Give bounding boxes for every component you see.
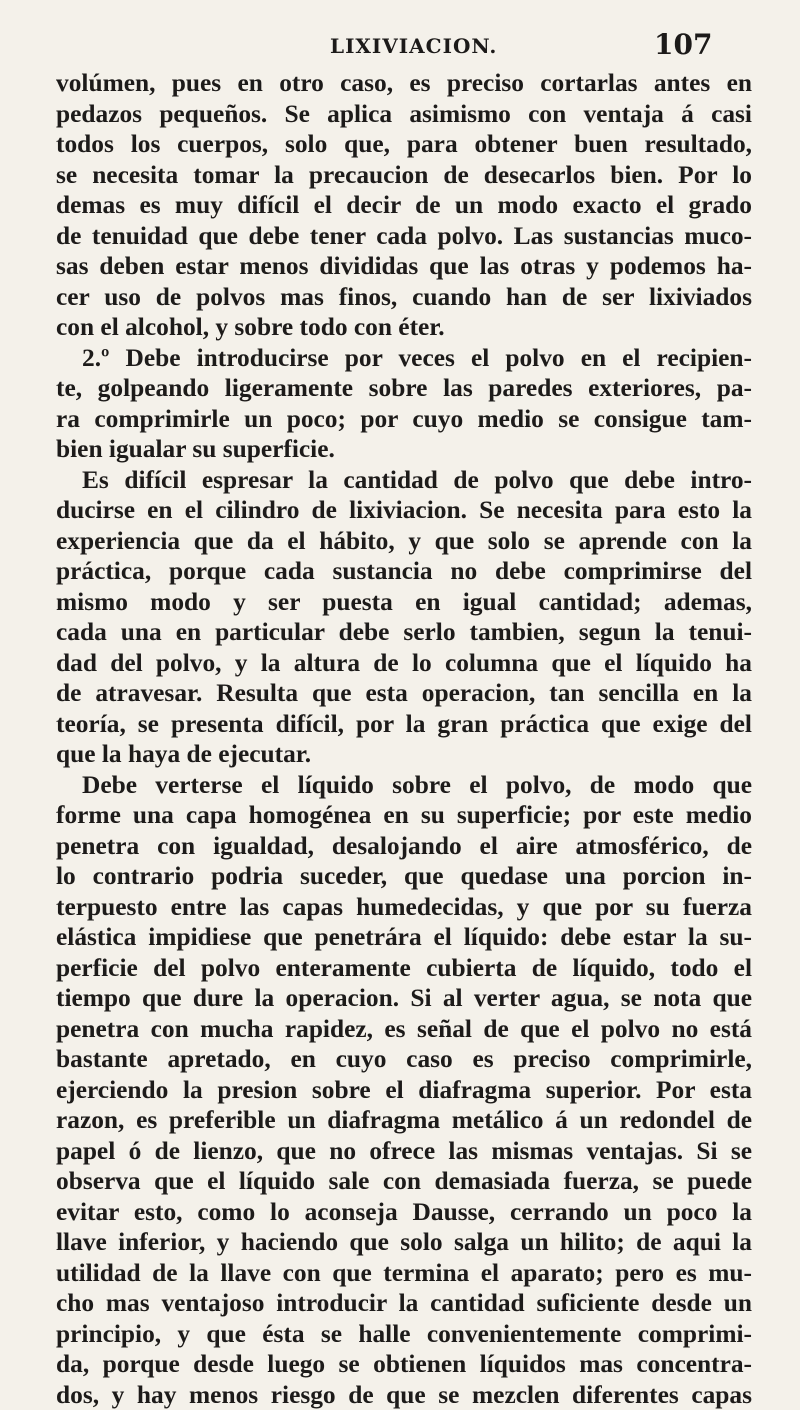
running-head <box>0 28 800 68</box>
body-text <box>56 68 752 1410</box>
text-line: de tenuidad que debe tener cada polvo. Las sustancias muco- <box>56 221 752 252</box>
text-line: ra comprimirle un poco; por cuyo medio se consigue tam- <box>56 404 752 435</box>
text-line: papel ó de lienzo, que no ofrece las mismas ventajas. Si se <box>56 1136 752 1167</box>
text-line: evitar esto, como lo aconseja Dausse, cerrando un poco la <box>56 1197 752 1228</box>
text-line: teoría, se presenta difícil, por la gran práctica que exige del <box>56 709 752 740</box>
paragraph-end-line: con el alcohol, y sobre todo con éter. <box>56 312 752 343</box>
text-line: práctica, porque cada sustancia no debe comprimirse del <box>56 556 752 587</box>
page-number: 107 <box>654 28 712 61</box>
text-line: principio, y que ésta se halle convenientemente comprimi- <box>56 1319 752 1350</box>
text-line: mismo modo y ser puesta en igual cantidad; ademas, <box>56 587 752 618</box>
text-line: experiencia que da el hábito, y que solo se aprende con la <box>56 526 752 557</box>
text-line: perficie del polvo enteramente cubierta de líquido, todo el <box>56 953 752 984</box>
text-line: se necesita tomar la precaucion de desecarlos bien. Por lo <box>56 160 752 191</box>
text-line: forme una capa homogénea en su superficie; por este medio <box>56 800 752 831</box>
text-line: cho mas ventajoso introducir la cantidad suficiente desde un <box>56 1288 752 1319</box>
text-line: dos, y hay menos riesgo de que se mezclen diferentes capas <box>56 1380 752 1410</box>
text-line: razon, es preferible un diafragma metálico á un redondel de <box>56 1105 752 1136</box>
text-line: demas es muy difícil el decir de un modo exacto el grado <box>56 190 752 221</box>
text-line: ducirse en el cilindro de lixiviacion. Se necesita para esto la <box>56 495 752 526</box>
text-line: bastante apretado, en cuyo caso es preciso comprimirle, <box>56 1044 752 1075</box>
text-line: terpuesto entre las capas humedecidas, y que por su fuerza <box>56 892 752 923</box>
text-line: cada una en particular debe serlo tambien, segun la tenui- <box>56 617 752 648</box>
text-line: penetra con mucha rapidez, es señal de que el polvo no está <box>56 1014 752 1045</box>
text-line: volúmen, pues en otro caso, es preciso cortarlas antes en <box>56 68 752 99</box>
text-line: llave inferior, y haciendo que solo salga un hilito; de aqui la <box>56 1227 752 1258</box>
text-line: elástica impidiese que penetrára el líquido: debe estar la su- <box>56 922 752 953</box>
text-line: Debe verterse el líquido sobre el polvo, de modo que <box>56 770 752 801</box>
text-line: sas deben estar menos divididas que las otras y podemos ha- <box>56 251 752 282</box>
running-title: LIXIVIACION. <box>330 34 497 58</box>
text-line: penetra con igualdad, desalojando el aire atmosférico, de <box>56 831 752 862</box>
text-line: observa que el líquido sale con demasiada fuerza, se puede <box>56 1166 752 1197</box>
text-line: dad del polvo, y la altura de lo columna que el líquido ha <box>56 648 752 679</box>
text-line: utilidad de la llave con que termina el aparato; pero es mu- <box>56 1258 752 1289</box>
text-line: cer uso de polvos mas finos, cuando han de ser lixiviados <box>56 282 752 313</box>
text-line: ejerciendo la presion sobre el diafragma superior. Por esta <box>56 1075 752 1106</box>
text-line: pedazos pequeños. Se aplica asimismo con ventaja á casi <box>56 99 752 130</box>
text-line: lo contrario podria suceder, que quedase una porcion in- <box>56 861 752 892</box>
text-line: tiempo que dure la operacion. Si al verter agua, se nota que <box>56 983 752 1014</box>
text-line: da, porque desde luego se obtienen líquidos mas concentra- <box>56 1349 752 1380</box>
text-line: de atravesar. Resulta que esta operacion, tan sencilla en la <box>56 678 752 709</box>
text-line: todos los cuerpos, solo que, para obtener buen resultado, <box>56 129 752 160</box>
text-line: Es difícil espresar la cantidad de polvo que debe intro- <box>56 465 752 496</box>
text-line: 2.º Debe introducirse por veces el polvo en el recipien- <box>56 343 752 374</box>
paragraph-end-line: que la haya de ejecutar. <box>56 739 752 770</box>
text-line: te, golpeando ligeramente sobre las paredes exteriores, pa- <box>56 373 752 404</box>
paragraph-end-line: bien igualar su superficie. <box>56 434 752 465</box>
